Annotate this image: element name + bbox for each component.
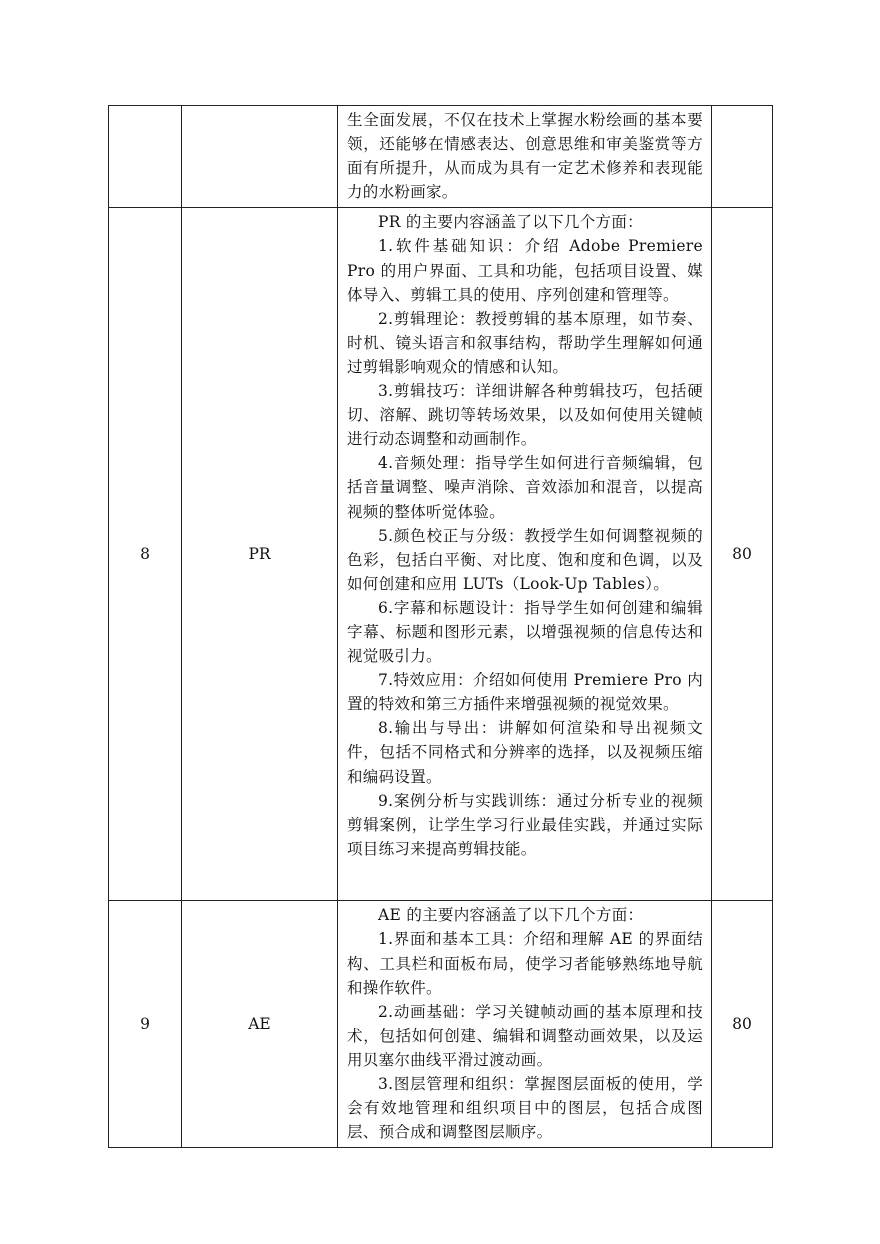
row-number-cell [109,106,182,208]
course-name-cell: PR [182,208,338,901]
course-content-cell [338,106,712,208]
content-paragraph: 4.音频处理：指导学生如何进行音频编辑，包括音量调整、噪声消除、音效添加和混音，以提高视频的整体听觉体验。 [347,454,703,521]
content-paragraph: 3.图层管理和组织：掌握图层面板的使用，学会有效地管理和组织项目中的图层，包括合成图层、预合成和调整图层顺序。 [347,1075,703,1142]
hours-cell: 80 [712,208,773,901]
content-paragraph: 3.剪辑技巧：详细讲解各种剪辑技巧，包括硬切、溶解、跳切等转场效果，以及如何使用关键帧进行动态调整和动画制作。 [347,382,703,449]
content-paragraph: 6.字幕和标题设计：指导学生如何创建和编辑字幕、标题和图形元素，以增强视频的信息传达和视觉吸引力。 [347,598,703,666]
content-paragraph: 2.动画基础：学习关键帧动画的基本原理和技术，包括如何创建、编辑和调整动画效果，以及运用贝塞尔曲线平滑过渡动画。 [347,1002,703,1069]
course-name-cell [182,106,338,208]
table-row [109,901,773,1148]
content-paragraph: 8.输出与导出：讲解如何渲染和导出视频文件，包括不同格式和分辨率的选择，以及视频压缩和编码设置。 [347,719,703,786]
content-paragraph: 7.特效应用：介绍如何使用 Premiere Pro 内置的特效和第三方插件来增强视频的视觉效果。 [347,671,703,714]
content-paragraph: AE 的主要内容涵盖了以下几个方面： [378,906,644,925]
row-number-cell: 8 [109,208,182,901]
hours-cell [712,106,773,208]
hours-cell: 80 [712,901,773,1148]
content-paragraph: 1.界面和基本工具：介绍和理解 AE 的界面结构、工具栏和面板布局，使学习者能够熟练地导航和操作软件。 [347,930,703,997]
content-paragraph: 5.颜色校正与分级：教授学生如何调整视频的色彩，包括白平衡、对比度、饱和度和色调，以及如何创建和应用 LUTs（Look-Up Tables）。 [347,526,703,593]
content-paragraph: 2.剪辑理论：教授剪辑的基本原理，如节奏、时机、镜头语言和叙事结构，帮助学生理解如何通过剪辑影响观众的情感和认知。 [347,309,703,376]
course-content-cell [338,901,712,1148]
content-paragraph: 9.案例分析与实践训练：通过分析专业的视频剪辑案例，让学生学习行业最佳实践，并通过实际项目练习来提高剪辑技能。 [347,791,703,858]
content-paragraph: 生全面发展，不仅在技术上掌握水粉绘画的基本要领，还能够在情感表达、创意思维和审美鉴赏等方面有所提升，从而成为具有一定艺术修养和表现能力的水粉画家。 [347,111,703,202]
course-table [108,105,773,1148]
content-paragraph: PR 的主要内容涵盖了以下几个方面： [378,213,643,232]
course-content-cell [338,208,712,901]
course-name-cell: AE [182,901,338,1148]
table-row [109,208,773,901]
content-paragraph: 1.软件基础知识：介绍 Adobe Premiere Pro 的用户界面、工具和功能，包括项目设置、媒体导入、剪辑工具的使用、序列创建和管理等。 [347,237,703,304]
table-row [109,106,773,208]
row-number-cell: 9 [109,901,182,1148]
